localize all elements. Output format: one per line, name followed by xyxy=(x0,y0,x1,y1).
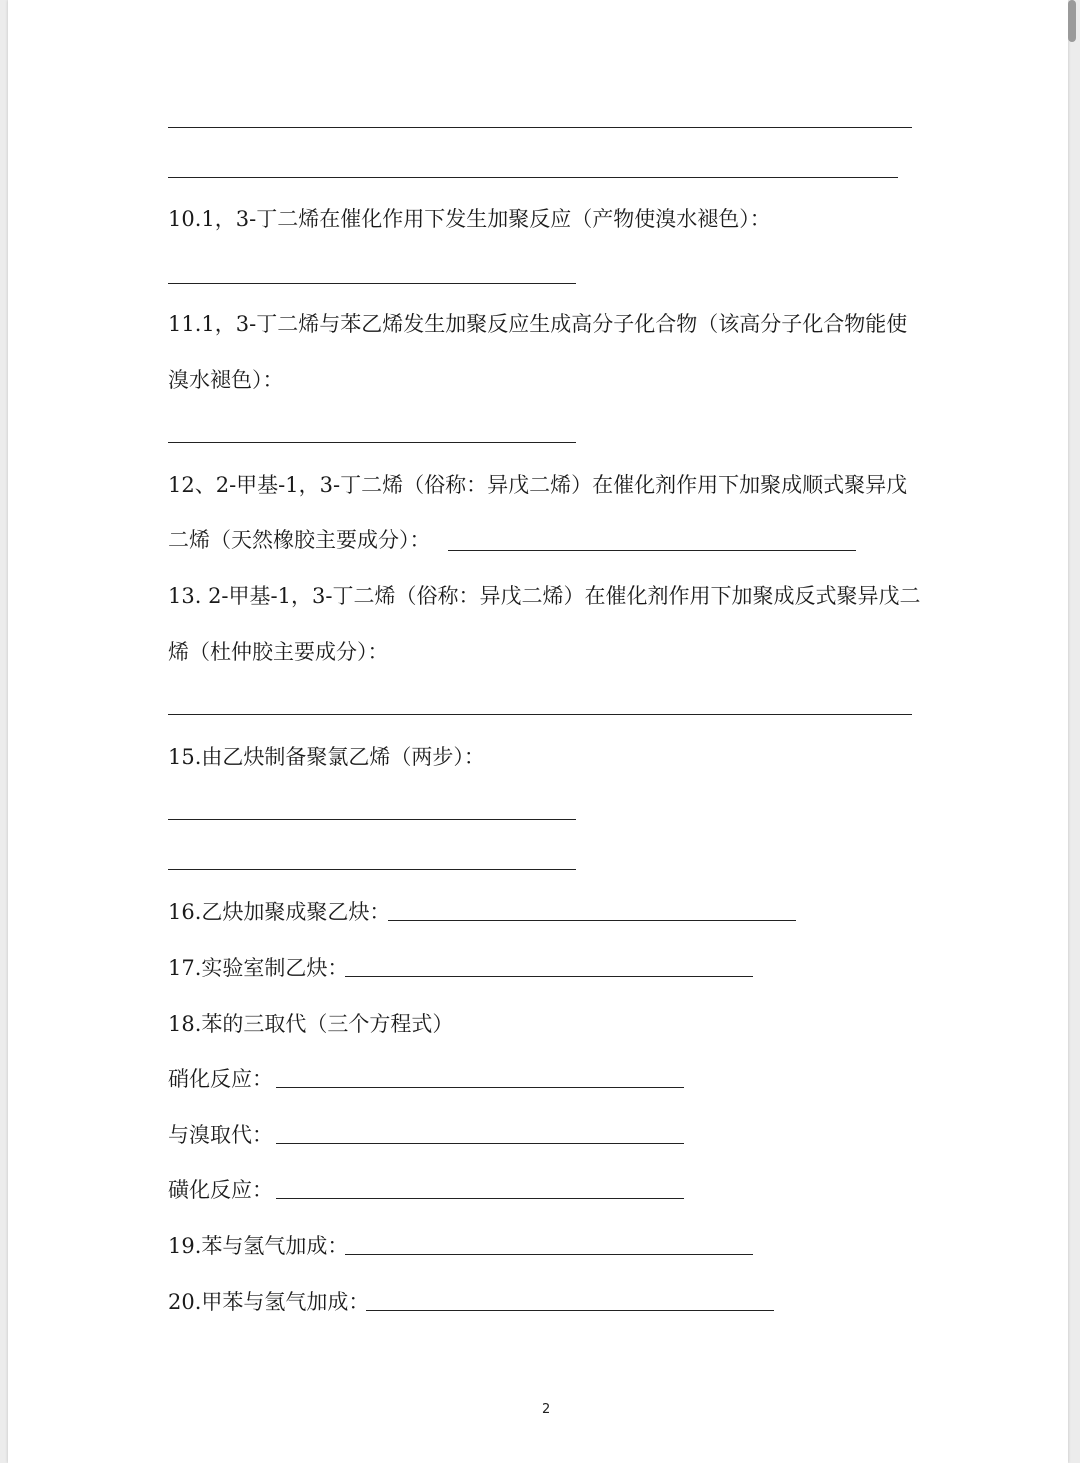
question-11-line2: 溴水褪色）： xyxy=(168,368,284,392)
scrollbar-thumb[interactable] xyxy=(1068,0,1076,42)
answer-blank-15a[interactable] xyxy=(168,819,576,820)
question-13-line2: 烯（杜仲胶主要成分）： xyxy=(168,640,389,664)
question-19: 19.苯与氢气加成： xyxy=(168,1234,349,1258)
question-18: 18.苯的三取代（三个方程式） xyxy=(168,1012,454,1036)
question-11-line1: 11.1，3-丁二烯与苯乙烯发生加聚反应生成高分子化合物（该高分子化合物能使 xyxy=(168,312,908,336)
answer-blank[interactable] xyxy=(168,127,912,128)
answer-blank-19[interactable] xyxy=(345,1254,753,1255)
document-page xyxy=(8,0,1068,1463)
answer-blank-18-nitration[interactable] xyxy=(276,1087,684,1088)
question-15: 15.由乙炔制备聚氯乙烯（两步）： xyxy=(168,745,485,769)
answer-blank-18-bromination[interactable] xyxy=(276,1143,684,1144)
page-number: 2 xyxy=(542,1402,551,1417)
question-18-bromination: 与溴取代： xyxy=(168,1123,273,1147)
question-12-line2 xyxy=(168,530,431,551)
answer-blank-12[interactable] xyxy=(448,550,856,551)
answer-blank-15b[interactable] xyxy=(168,869,576,870)
answer-blank[interactable] xyxy=(168,177,898,178)
question-18-sulfonation: 磺化反应： xyxy=(168,1178,273,1202)
answer-blank-20[interactable] xyxy=(366,1310,774,1311)
question-12-line1: 12、2-甲基-1，3-丁二烯（俗称：异戊二烯）在催化剂作用下加聚成顺式聚异戊 xyxy=(168,473,908,497)
question-20: 20.甲苯与氢气加成： xyxy=(168,1290,370,1314)
answer-blank-10[interactable] xyxy=(168,283,576,284)
question-10: 10.1，3-丁二烯在催化作用下发生加聚反应（产物使溴水褪色）： xyxy=(168,207,771,231)
question-12-line2-text: 二烯（天然橡胶主要成分）： xyxy=(168,528,431,552)
answer-blank-13[interactable] xyxy=(168,714,912,715)
question-17: 17.实验室制乙炔： xyxy=(168,956,349,980)
question-13-line1: 13. 2-甲基-1，3-丁二烯（俗称：异戊二烯）在催化剂作用下加聚成反式聚异戊二 xyxy=(168,584,921,608)
question-16: 16.乙炔加聚成聚乙炔： xyxy=(168,900,391,924)
question-18-nitration: 硝化反应： xyxy=(168,1067,273,1091)
answer-blank-11[interactable] xyxy=(168,442,576,443)
answer-blank-17[interactable] xyxy=(345,976,753,977)
answer-blank-18-sulfonation[interactable] xyxy=(276,1198,684,1199)
answer-blank-16[interactable] xyxy=(388,920,796,921)
